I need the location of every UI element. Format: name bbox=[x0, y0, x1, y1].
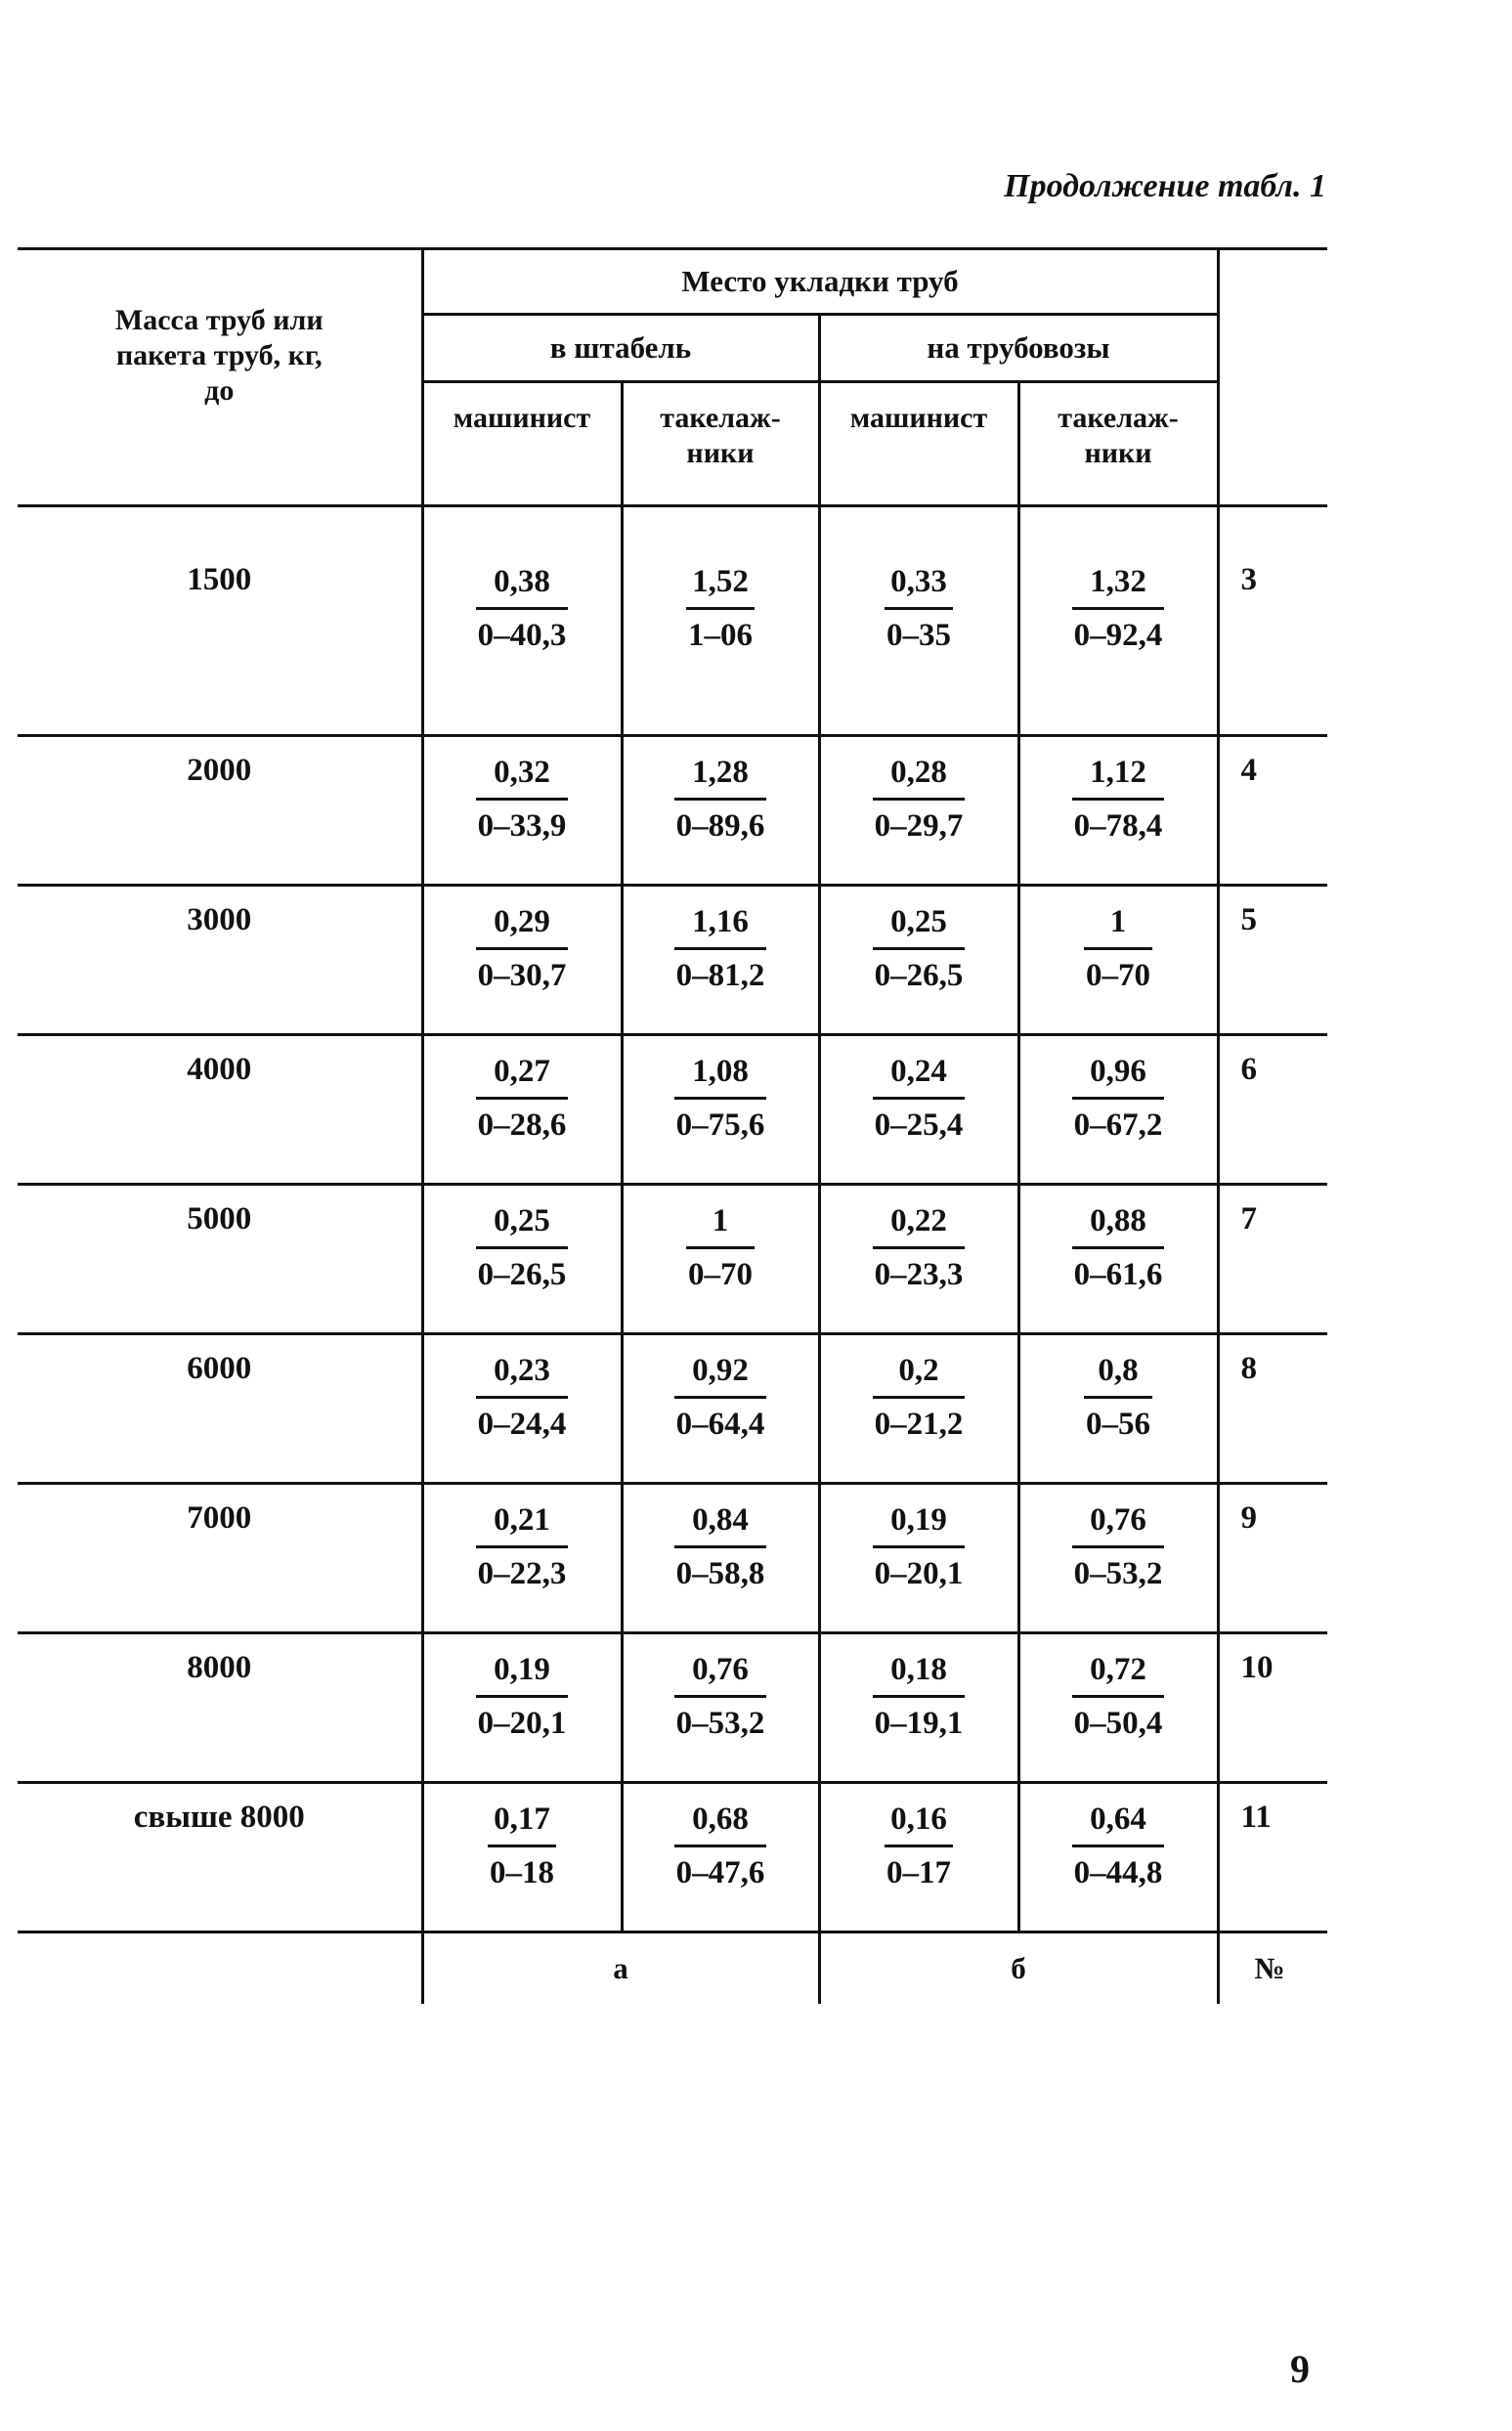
mass-column-header bbox=[18, 249, 422, 506]
table-row bbox=[18, 1484, 1327, 1633]
footer-column-b: б bbox=[819, 1932, 1218, 2005]
table-row bbox=[18, 506, 1327, 736]
rate-value: 0–89,6 bbox=[675, 808, 765, 844]
time-norm-value: 1,08 bbox=[692, 1054, 749, 1089]
time-norm-value: 0,27 bbox=[494, 1054, 550, 1089]
fraction-bar bbox=[476, 1246, 569, 1249]
norm-fraction bbox=[1072, 562, 1165, 655]
norm-fraction bbox=[674, 1351, 767, 1444]
table-continuation-caption: Продолжение табл. 1 bbox=[1004, 168, 1326, 204]
table-row bbox=[18, 886, 1327, 1035]
rate-value: 0–75,6 bbox=[675, 1107, 765, 1143]
time-norm-value: 0,29 bbox=[494, 904, 550, 939]
norm-value-cell bbox=[422, 1185, 622, 1334]
mass-cell: 1500 bbox=[187, 562, 252, 597]
time-norm-value: 1,28 bbox=[692, 755, 749, 790]
time-norm-value: 0,28 bbox=[890, 755, 947, 790]
time-norm-value: 0,38 bbox=[494, 564, 550, 599]
mass-cell: 3000 bbox=[18, 886, 422, 1035]
time-norm-value: 0,8 bbox=[1098, 1353, 1139, 1388]
rate-value: 0–40,3 bbox=[477, 618, 567, 653]
norm-fraction bbox=[674, 1650, 767, 1743]
norm-fraction bbox=[476, 1052, 569, 1145]
norm-fraction bbox=[674, 1800, 767, 1892]
footer-column-a: а bbox=[422, 1932, 819, 2005]
mass-cell: 4000 bbox=[18, 1035, 422, 1185]
norm-fraction bbox=[1072, 1500, 1165, 1593]
norm-value-cell bbox=[819, 886, 1018, 1035]
norm-value-cell bbox=[819, 1334, 1018, 1484]
time-norm-value: 0,22 bbox=[890, 1203, 947, 1238]
rate-value: 0–81,2 bbox=[675, 958, 765, 993]
fraction-bar bbox=[674, 1845, 767, 1847]
row-number: 7 bbox=[1218, 1185, 1327, 1334]
table-row bbox=[18, 736, 1327, 886]
time-norm-value: 0,16 bbox=[890, 1802, 947, 1837]
mass-header-line-2: пакета труб, кг, bbox=[115, 339, 323, 371]
rate-value: 0–70 bbox=[1086, 958, 1150, 993]
fraction-bar bbox=[1072, 607, 1165, 610]
time-norm-value: 0,96 bbox=[1090, 1054, 1146, 1089]
fraction-bar bbox=[476, 947, 569, 950]
rate-value: 0–33,9 bbox=[477, 808, 567, 844]
time-norm-value: 0,25 bbox=[890, 904, 947, 939]
norm-value-cell bbox=[422, 736, 622, 886]
fraction-bar bbox=[476, 798, 569, 801]
norm-fraction bbox=[885, 1800, 953, 1892]
norm-value-cell bbox=[819, 506, 1018, 736]
norm-value-cell bbox=[422, 1035, 622, 1185]
carrier-operator-header: машинист bbox=[819, 382, 1018, 506]
norm-fraction bbox=[686, 1201, 755, 1294]
rate-value: 0–30,7 bbox=[477, 958, 567, 993]
stack-header: в штабель bbox=[422, 315, 819, 382]
norm-fraction bbox=[1072, 1201, 1165, 1294]
row-number: 11 bbox=[1218, 1783, 1327, 1932]
rate-value: 0–58,8 bbox=[675, 1556, 765, 1591]
fraction-bar bbox=[873, 1695, 966, 1698]
table-row bbox=[18, 1035, 1327, 1185]
norm-value-cell bbox=[1018, 1783, 1218, 1932]
fraction-bar bbox=[1072, 1097, 1165, 1100]
rate-value: 0–44,8 bbox=[1073, 1855, 1163, 1890]
norm-fraction bbox=[476, 1351, 569, 1444]
norm-value-cell bbox=[1018, 1484, 1218, 1633]
fraction-bar bbox=[885, 607, 953, 610]
norm-value-cell bbox=[1018, 1185, 1218, 1334]
time-norm-value: 1,16 bbox=[692, 904, 749, 939]
fraction-bar bbox=[1072, 1845, 1165, 1847]
rate-value: 1–06 bbox=[688, 618, 753, 653]
norm-value-cell bbox=[622, 506, 819, 736]
fraction-bar bbox=[476, 1396, 569, 1399]
fraction-bar bbox=[686, 1246, 755, 1249]
time-norm-value: 0,32 bbox=[494, 755, 550, 790]
table-body bbox=[18, 506, 1327, 1932]
rate-value: 0–25,4 bbox=[874, 1107, 964, 1143]
norm-fraction bbox=[686, 562, 755, 655]
norm-fraction bbox=[674, 753, 767, 846]
norm-fraction bbox=[873, 753, 966, 846]
norm-value-cell bbox=[622, 886, 819, 1035]
mass-header-line-3: до bbox=[204, 374, 235, 407]
rate-value: 0–53,2 bbox=[1073, 1556, 1163, 1591]
fraction-bar bbox=[476, 1097, 569, 1100]
norm-value-cell bbox=[1018, 1334, 1218, 1484]
norm-value-cell bbox=[422, 1633, 622, 1783]
table-header bbox=[18, 249, 1327, 506]
row-number: 6 bbox=[1218, 1035, 1327, 1185]
carrier-rigger-header-line-1: такелаж- bbox=[1058, 402, 1179, 434]
rate-value: 0–21,2 bbox=[874, 1407, 964, 1442]
rate-value: 0–50,4 bbox=[1073, 1706, 1163, 1741]
norm-fraction bbox=[1072, 1052, 1165, 1145]
norm-fraction bbox=[1072, 1800, 1165, 1892]
norm-value-cell bbox=[422, 886, 622, 1035]
stack-rigger-header bbox=[622, 382, 819, 506]
rate-value: 0–53,2 bbox=[675, 1706, 765, 1741]
rate-value: 0–61,6 bbox=[1073, 1257, 1163, 1292]
time-norm-value: 0,18 bbox=[890, 1652, 947, 1687]
fraction-bar bbox=[674, 1097, 767, 1100]
norm-value-cell bbox=[422, 1334, 622, 1484]
time-norm-value: 0,68 bbox=[692, 1802, 749, 1837]
row-number: 3 bbox=[1240, 562, 1258, 597]
fraction-bar bbox=[674, 1545, 767, 1548]
place-header: Место укладки труб bbox=[422, 249, 1218, 315]
time-norm-value: 0,21 bbox=[494, 1502, 550, 1538]
norm-value-cell bbox=[819, 1035, 1018, 1185]
fraction-bar bbox=[674, 947, 767, 950]
fraction-bar bbox=[1084, 1396, 1152, 1399]
footer-number-label: № bbox=[1218, 1932, 1327, 2005]
rate-value: 0–92,4 bbox=[1073, 618, 1163, 653]
norm-value-cell bbox=[622, 1185, 819, 1334]
rate-value: 0–17 bbox=[886, 1855, 951, 1890]
norm-fraction bbox=[1072, 753, 1165, 846]
rate-value: 0–35 bbox=[886, 618, 951, 653]
number-column-header bbox=[1218, 249, 1327, 506]
time-norm-value: 0,2 bbox=[898, 1353, 939, 1388]
norm-value-cell bbox=[1018, 1633, 1218, 1783]
time-norm-value: 0,84 bbox=[692, 1502, 749, 1538]
table-row bbox=[18, 1783, 1327, 1932]
fraction-bar bbox=[873, 1545, 966, 1548]
footer-empty-cell bbox=[18, 1932, 422, 2005]
fraction-bar bbox=[873, 1246, 966, 1249]
norm-fraction bbox=[476, 902, 569, 995]
table-row bbox=[18, 1633, 1327, 1783]
norm-value-cell bbox=[819, 1484, 1018, 1633]
fraction-bar bbox=[873, 947, 966, 950]
time-norm-value: 1,12 bbox=[1090, 755, 1146, 790]
norm-value-cell bbox=[819, 1185, 1018, 1334]
norm-value-cell bbox=[819, 1783, 1018, 1932]
time-norm-value: 0,76 bbox=[1090, 1502, 1146, 1538]
norms-table bbox=[18, 247, 1327, 2004]
mass-cell: 8000 bbox=[18, 1633, 422, 1783]
rate-value: 0–26,5 bbox=[477, 1257, 567, 1292]
rate-value: 0–56 bbox=[1086, 1407, 1150, 1442]
norm-fraction bbox=[674, 902, 767, 995]
norm-fraction bbox=[873, 1500, 966, 1593]
rate-value: 0–19,1 bbox=[874, 1706, 964, 1741]
norm-value-cell bbox=[1018, 736, 1218, 886]
time-norm-value: 0,19 bbox=[494, 1652, 550, 1687]
rate-value: 0–18 bbox=[490, 1855, 554, 1890]
fraction-bar bbox=[1084, 947, 1152, 950]
fraction-bar bbox=[488, 1845, 556, 1847]
table-row bbox=[18, 1334, 1327, 1484]
norm-fraction bbox=[873, 1052, 966, 1145]
fraction-bar bbox=[476, 1545, 569, 1548]
mass-cell: 5000 bbox=[18, 1185, 422, 1334]
norm-value-cell bbox=[819, 1633, 1018, 1783]
rate-value: 0–26,5 bbox=[874, 958, 964, 993]
rate-value: 0–29,7 bbox=[874, 808, 964, 844]
norm-fraction bbox=[674, 1052, 767, 1145]
fraction-bar bbox=[674, 1695, 767, 1698]
norm-fraction bbox=[476, 1500, 569, 1593]
norm-value-cell bbox=[422, 1783, 622, 1932]
time-norm-value: 0,92 bbox=[692, 1353, 749, 1388]
carrier-rigger-header bbox=[1018, 382, 1218, 506]
norm-fraction bbox=[674, 1500, 767, 1593]
rate-value: 0–20,1 bbox=[477, 1706, 567, 1741]
norm-value-cell bbox=[1018, 506, 1218, 736]
fraction-bar bbox=[873, 1097, 966, 1100]
time-norm-value: 0,19 bbox=[890, 1502, 947, 1538]
page-number: 9 bbox=[1290, 2347, 1310, 2391]
fraction-bar bbox=[674, 798, 767, 801]
mass-cell: 7000 bbox=[18, 1484, 422, 1633]
norm-value-cell bbox=[422, 506, 622, 736]
table-footer bbox=[18, 1932, 1327, 2005]
rate-value: 0–70 bbox=[688, 1257, 753, 1292]
norm-value-cell bbox=[622, 1484, 819, 1633]
fraction-bar bbox=[885, 1845, 953, 1847]
rate-value: 0–22,3 bbox=[477, 1556, 567, 1591]
time-norm-value: 1,32 bbox=[1090, 564, 1146, 599]
fraction-bar bbox=[873, 798, 966, 801]
time-norm-value: 0,88 bbox=[1090, 1203, 1146, 1238]
fraction-bar bbox=[686, 607, 755, 610]
norm-fraction bbox=[1084, 902, 1152, 995]
time-norm-value: 1 bbox=[712, 1203, 729, 1238]
mass-cell: свыше 8000 bbox=[18, 1783, 422, 1932]
norm-fraction bbox=[885, 562, 953, 655]
norm-fraction bbox=[476, 1201, 569, 1294]
norm-fraction bbox=[873, 1351, 966, 1444]
fraction-bar bbox=[1072, 1695, 1165, 1698]
stack-operator-header: машинист bbox=[422, 382, 622, 506]
norm-value-cell bbox=[622, 1633, 819, 1783]
norm-fraction bbox=[476, 562, 569, 655]
norm-fraction bbox=[488, 1800, 556, 1892]
norm-fraction bbox=[873, 1650, 966, 1743]
time-norm-value: 0,33 bbox=[890, 564, 947, 599]
fraction-bar bbox=[1072, 798, 1165, 801]
norm-fraction bbox=[476, 753, 569, 846]
time-norm-value: 0,24 bbox=[890, 1054, 947, 1089]
mass-cell: 2000 bbox=[18, 736, 422, 886]
norm-value-cell bbox=[819, 736, 1018, 886]
norm-fraction bbox=[1072, 1650, 1165, 1743]
norm-value-cell bbox=[422, 1484, 622, 1633]
norm-value-cell bbox=[622, 1334, 819, 1484]
rate-value: 0–67,2 bbox=[1073, 1107, 1163, 1143]
rate-value: 0–64,4 bbox=[675, 1407, 765, 1442]
row-number: 8 bbox=[1218, 1334, 1327, 1484]
rate-value: 0–20,1 bbox=[874, 1556, 964, 1591]
row-number: 9 bbox=[1218, 1484, 1327, 1633]
time-norm-value: 0,23 bbox=[494, 1353, 550, 1388]
norm-value-cell bbox=[622, 1783, 819, 1932]
norm-value-cell bbox=[622, 1035, 819, 1185]
stack-rigger-header-line-1: такелаж- bbox=[660, 402, 781, 434]
time-norm-value: 0,64 bbox=[1090, 1802, 1146, 1837]
fraction-bar bbox=[476, 607, 569, 610]
mass-cell: 6000 bbox=[18, 1334, 422, 1484]
rate-value: 0–23,3 bbox=[874, 1257, 964, 1292]
fraction-bar bbox=[476, 1695, 569, 1698]
carrier-header: на трубовозы bbox=[819, 315, 1218, 382]
norm-fraction bbox=[476, 1650, 569, 1743]
fraction-bar bbox=[873, 1396, 966, 1399]
carrier-rigger-header-line-2: ники bbox=[1084, 437, 1152, 469]
norm-fraction bbox=[873, 1201, 966, 1294]
stack-rigger-header-line-2: ники bbox=[686, 437, 755, 469]
norm-value-cell bbox=[1018, 1035, 1218, 1185]
rate-value: 0–24,4 bbox=[477, 1407, 567, 1442]
norm-value-cell bbox=[1018, 886, 1218, 1035]
norm-value-cell bbox=[622, 736, 819, 886]
time-norm-value: 0,72 bbox=[1090, 1652, 1146, 1687]
row-number: 5 bbox=[1218, 886, 1327, 1035]
norm-fraction bbox=[1084, 1351, 1152, 1444]
rate-value: 0–78,4 bbox=[1073, 808, 1163, 844]
rate-value: 0–47,6 bbox=[675, 1855, 765, 1890]
time-norm-value: 0,76 bbox=[692, 1652, 749, 1687]
fraction-bar bbox=[1072, 1246, 1165, 1249]
table-row bbox=[18, 1185, 1327, 1334]
fraction-bar bbox=[674, 1396, 767, 1399]
norm-fraction bbox=[873, 902, 966, 995]
row-number: 10 bbox=[1218, 1633, 1327, 1783]
time-norm-value: 0,25 bbox=[494, 1203, 550, 1238]
row-number: 4 bbox=[1218, 736, 1327, 886]
time-norm-value: 1 bbox=[1109, 904, 1127, 939]
rate-value: 0–28,6 bbox=[477, 1107, 567, 1143]
time-norm-value: 1,52 bbox=[692, 564, 749, 599]
time-norm-value: 0,17 bbox=[494, 1802, 550, 1837]
fraction-bar bbox=[1072, 1545, 1165, 1548]
mass-header-line-1: Масса труб или bbox=[114, 304, 324, 336]
